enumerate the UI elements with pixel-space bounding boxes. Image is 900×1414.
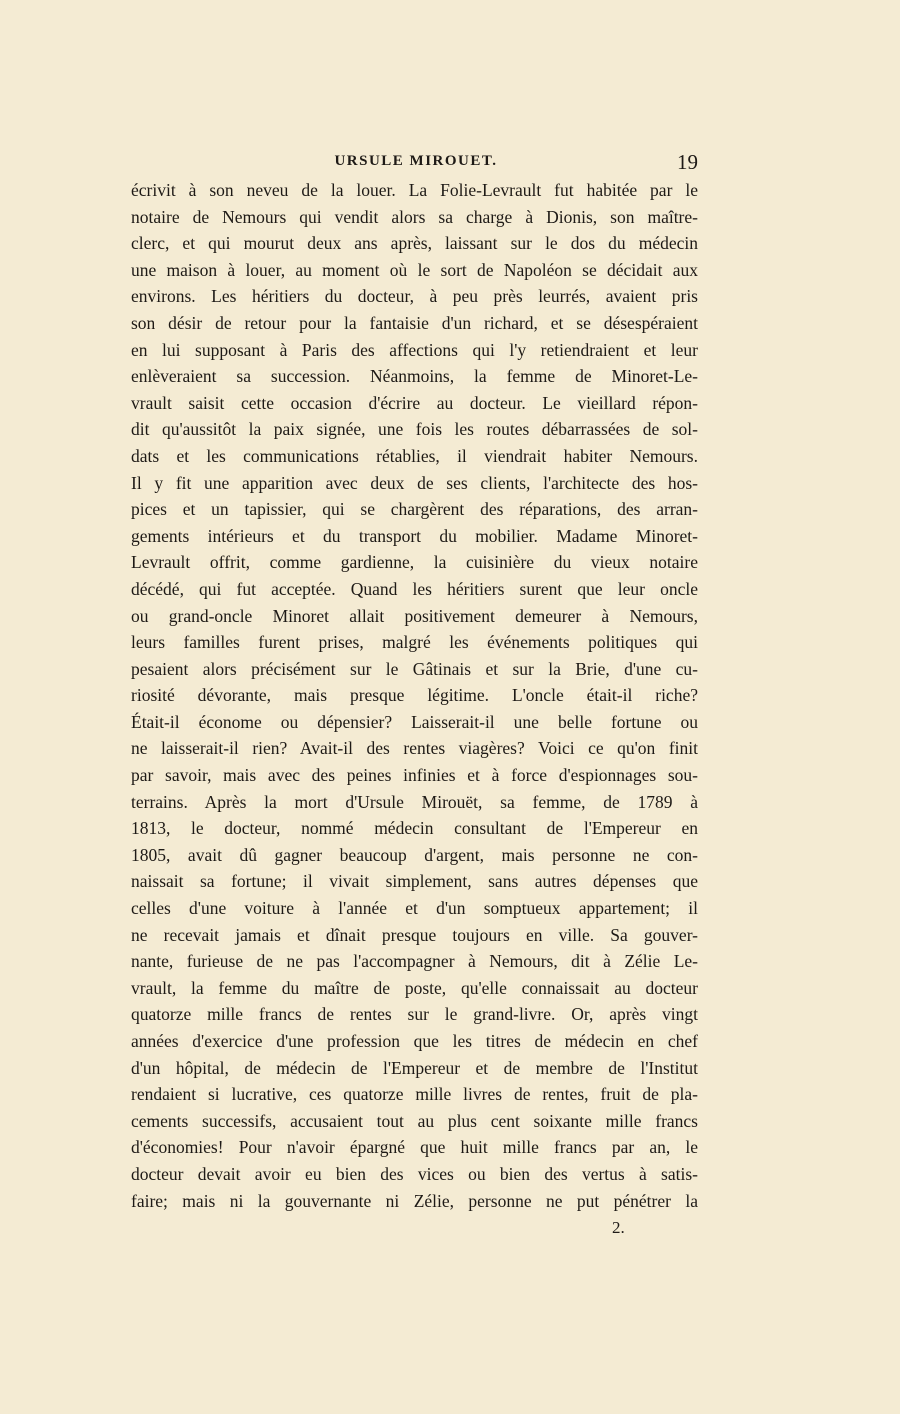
text-line: Levrault offrit, comme gardienne, la cuisinière du vieux notaire bbox=[131, 552, 698, 573]
text-line: en lui supposant à Paris des affections qui l'y retiendraient et leur bbox=[131, 339, 698, 360]
text-line: quatorze mille francs de rentes sur le grand-livre. Or, après vingt bbox=[131, 1004, 698, 1025]
text-line: terrains. Après la mort d'Ursule Mirouët, sa femme, de 1789 à bbox=[131, 791, 698, 812]
text-line: notaire de Nemours qui vendit alors sa charge à Dionis, son maître- bbox=[131, 206, 698, 227]
text-line: années d'exercice d'une profession que les titres de médecin en chef bbox=[131, 1031, 698, 1051]
text-line: par savoir, mais avec des peines infinies et à force d'espionnages sou- bbox=[131, 765, 698, 786]
text-line: docteur devait avoir eu bien des vices ou bien des vertus à satis- bbox=[131, 1163, 698, 1184]
text-line: cements successifs, accusaient tout au plus cent soixante mille francs bbox=[131, 1110, 698, 1131]
text-line: riosité dévorante, mais presque légitime. L'oncle était-il riche? bbox=[131, 685, 698, 706]
text-line: d'un hôpital, de médecin de l'Empereur et de membre de l'Institut bbox=[131, 1057, 698, 1078]
text-line: nante, furieuse de ne pas l'accompagner à Nemours, dit à Zélie Le- bbox=[131, 951, 698, 972]
running-title: URSULE MIROUET. bbox=[334, 153, 498, 169]
text-line: enlèveraient sa succession. Néanmoins, la femme de Minoret-Le- bbox=[131, 366, 698, 387]
text-line: leurs familles furent prises, malgré les événements politiques qui bbox=[131, 632, 698, 653]
text-line: dats et les communications rétablies, il viendrait habiter Nemours. bbox=[131, 445, 698, 466]
text-line: Était-il économe ou dépensier? Laisserait-il une belle fortune ou bbox=[131, 711, 698, 732]
signature-mark: 2. bbox=[612, 1218, 625, 1237]
text-line: rendaient si lucrative, ces quatorze mille livres de rentes, fruit de pla- bbox=[131, 1084, 698, 1105]
text-line: ne laisserait-il rien? Avait-il des rentes viagères? Voici ce qu'on finit bbox=[131, 738, 698, 759]
text-line: faire; mais ni la gouvernante ni Zélie, personne ne put pénétrer la bbox=[131, 1190, 698, 1211]
text-line: naissait sa fortune; il vivait simplement, sans autres dépenses que bbox=[131, 871, 698, 892]
text-line: 1813, le docteur, nommé médecin consultant de l'Empereur en bbox=[131, 818, 698, 839]
page-header bbox=[131, 150, 698, 174]
text-line: clerc, et qui mourut deux ans après, laissant sur le dos du médecin bbox=[131, 233, 698, 254]
text-line: écrivit à son neveu de la louer. La Folie-Levrault fut habitée par le bbox=[131, 180, 698, 200]
text-line: ou grand-oncle Minoret allait positivement demeurer à Nemours, bbox=[131, 605, 698, 626]
text-line: celles d'une voiture à l'année et d'un somptueux appartement; il bbox=[131, 898, 698, 919]
text-line: Il y fit une apparition avec deux de ses clients, l'architecte des hos- bbox=[131, 472, 698, 493]
text-line: vrault saisit cette occasion d'écrire au docteur. Le vieillard répon- bbox=[131, 392, 698, 413]
text-line: ne recevait jamais et dînait presque toujours en ville. Sa gouver- bbox=[131, 924, 698, 945]
text-line: pices et un tapissier, qui se chargèrent des réparations, des arran- bbox=[131, 499, 698, 520]
text-line: pesaient alors précisément sur le Gâtinais et sur la Brie, d'une cu- bbox=[131, 658, 698, 679]
page-number: 19 bbox=[677, 150, 698, 174]
text-line: environs. Les héritiers du docteur, à peu près leurrés, avaient pris bbox=[131, 286, 698, 307]
text-line: son désir de retour pour la fantaisie d'un richard, et se désespéraient bbox=[131, 312, 698, 333]
text-line: gements intérieurs et du transport du mobilier. Madame Minoret- bbox=[131, 525, 698, 546]
text-line: 1805, avait dû gagner beaucoup d'argent, mais personne ne con- bbox=[131, 844, 698, 865]
body-text bbox=[131, 177, 698, 1214]
text-line: d'économies! Pour n'avoir épargné que huit mille francs par an, le bbox=[131, 1137, 698, 1158]
text-line: décédé, qui fut acceptée. Quand les héritiers surent que leur oncle bbox=[131, 578, 698, 599]
text-line: vrault, la femme du maître de poste, qu'elle connaissait au docteur bbox=[131, 977, 698, 998]
text-line: dit qu'aussitôt la paix signée, une fois les routes débarrassées de sol- bbox=[131, 419, 698, 440]
text-line: une maison à louer, au moment où le sort de Napoléon se décidait aux bbox=[131, 259, 698, 280]
